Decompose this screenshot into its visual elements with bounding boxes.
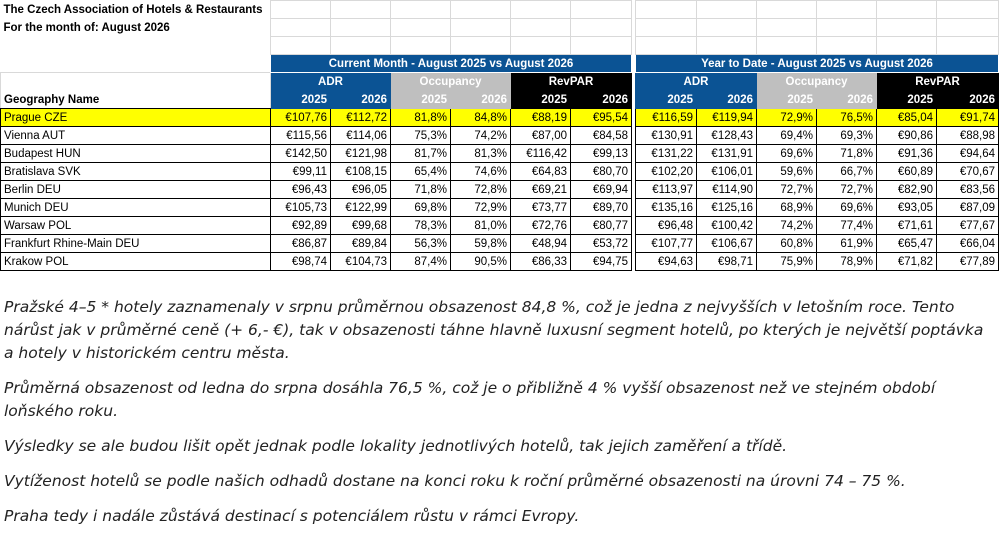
commentary-paragraph: Výsledky se ale budou lišit opět jednak podle lokality jednotlivých hotelů, tak jejich zaměření a třídě. — [4, 437, 788, 455]
ytd-adr-year-2025: 2025 — [636, 91, 697, 109]
current-month-value-cell: €96,43 — [271, 181, 331, 199]
current-month-value-cell: 78,3% — [391, 217, 451, 235]
table-body — [1, 109, 999, 271]
current-month-value-cell: €84,58 — [571, 127, 632, 145]
ytd-value-cell: €87,09 — [937, 199, 999, 217]
ytd-occ-year-2026: 2026 — [817, 91, 877, 109]
cm-revpar-year-2025: 2025 — [511, 91, 571, 109]
table-row — [1, 253, 999, 271]
geography-name-cell: Krakow POL — [1, 253, 271, 271]
ytd-value-cell: 60,8% — [757, 235, 817, 253]
ytd-value-cell: 69,6% — [757, 145, 817, 163]
ytd-value-cell: €119,94 — [697, 109, 757, 127]
ytd-value-cell: 72,7% — [817, 181, 877, 199]
ytd-value-cell: €106,67 — [697, 235, 757, 253]
current-month-value-cell: €69,94 — [571, 181, 632, 199]
current-month-value-cell: €86,87 — [271, 235, 331, 253]
current-month-value-cell: €72,76 — [511, 217, 571, 235]
ytd-value-cell: €93,05 — [877, 199, 937, 217]
commentary-paragraph: Pražské 4–5 * hotely zaznamenaly v srpnu průměrnou obsazenost 84,8 %, což je jedna z nejvyšších v letošním roce. Tento nárůst jak v průměrné ceně (+ 6,- €), tak v obsazenosti táhne hlavně luxusní segment hotelů, po kterých je největší poptávka a hotely v historickém centru města. — [4, 298, 984, 362]
cm-occupancy-header: Occupancy — [391, 73, 511, 91]
ytd-value-cell: 72,9% — [757, 109, 817, 127]
current-month-value-cell: 72,8% — [451, 181, 511, 199]
commentary — [4, 296, 994, 540]
ytd-value-cell: €91,74 — [937, 109, 999, 127]
current-month-value-cell: 75,3% — [391, 127, 451, 145]
ytd-adr-year-2026: 2026 — [697, 91, 757, 109]
cm-adr-year-2026: 2026 — [331, 91, 391, 109]
ytd-value-cell: €128,43 — [697, 127, 757, 145]
current-month-value-cell: €142,50 — [271, 145, 331, 163]
geography-name-cell: Vienna AUT — [1, 127, 271, 145]
ytd-value-cell: €114,90 — [697, 181, 757, 199]
table-row — [1, 127, 999, 145]
ytd-value-cell: €107,77 — [636, 235, 697, 253]
org-name: The Czech Association of Hotels & Restaurants — [3, 3, 263, 16]
current-month-value-cell: 74,6% — [451, 163, 511, 181]
current-month-value-cell: €115,56 — [271, 127, 331, 145]
ytd-value-cell: €102,20 — [636, 163, 697, 181]
current-month-value-cell: €64,83 — [511, 163, 571, 181]
current-month-value-cell: 81,0% — [451, 217, 511, 235]
current-month-value-cell: €87,00 — [511, 127, 571, 145]
ytd-value-cell: €131,91 — [697, 145, 757, 163]
current-month-value-cell: €105,73 — [271, 199, 331, 217]
geography-column-header: Geography Name — [1, 73, 271, 109]
geography-name-cell: Budapest HUN — [1, 145, 271, 163]
geography-name-cell: Bratislava SVK — [1, 163, 271, 181]
cm-adr-header: ADR — [271, 73, 391, 91]
current-month-value-cell: 90,5% — [451, 253, 511, 271]
current-month-value-cell: €80,77 — [571, 217, 632, 235]
ytd-value-cell: 66,7% — [817, 163, 877, 181]
current-month-value-cell: €99,13 — [571, 145, 632, 163]
current-month-value-cell: €96,05 — [331, 181, 391, 199]
cm-revpar-header: RevPAR — [511, 73, 632, 91]
ytd-value-cell: €113,97 — [636, 181, 697, 199]
ytd-value-cell: 72,7% — [757, 181, 817, 199]
current-month-value-cell: 71,8% — [391, 181, 451, 199]
ytd-header: Year to Date - August 2025 vs August 2026 — [636, 55, 999, 73]
current-month-value-cell: €98,74 — [271, 253, 331, 271]
table-row — [1, 199, 999, 217]
current-month-value-cell: €89,70 — [571, 199, 632, 217]
cm-adr-year-2025: 2025 — [271, 91, 331, 109]
current-month-value-cell: €69,21 — [511, 181, 571, 199]
current-month-value-cell: 69,8% — [391, 199, 451, 217]
ytd-adr-header: ADR — [636, 73, 757, 91]
geography-name-cell: Berlin DEU — [1, 181, 271, 199]
ytd-value-cell: €135,16 — [636, 199, 697, 217]
geography-name-cell: Warsaw POL — [1, 217, 271, 235]
current-month-value-cell: 74,2% — [451, 127, 511, 145]
ytd-value-cell: €60,89 — [877, 163, 937, 181]
ytd-value-cell: €94,63 — [636, 253, 697, 271]
ytd-value-cell: €77,67 — [937, 217, 999, 235]
ytd-value-cell: 59,6% — [757, 163, 817, 181]
current-month-value-cell: €92,89 — [271, 217, 331, 235]
current-month-value-cell: 87,4% — [391, 253, 451, 271]
current-month-header: Current Month - August 2025 vs August 2026 — [271, 55, 632, 73]
table-row — [1, 145, 999, 163]
ytd-value-cell: €125,16 — [697, 199, 757, 217]
ytd-value-cell: 69,6% — [817, 199, 877, 217]
ytd-value-cell: €94,64 — [937, 145, 999, 163]
geography-name-cell: Frankfurt Rhine-Main DEU — [1, 235, 271, 253]
current-month-value-cell: €95,54 — [571, 109, 632, 127]
ytd-value-cell: €65,47 — [877, 235, 937, 253]
ytd-value-cell: €91,36 — [877, 145, 937, 163]
ytd-value-cell: €88,98 — [937, 127, 999, 145]
current-month-value-cell: €48,94 — [511, 235, 571, 253]
ytd-value-cell: 78,9% — [817, 253, 877, 271]
current-month-value-cell: 56,3% — [391, 235, 451, 253]
table-row — [1, 163, 999, 181]
ytd-value-cell: 77,4% — [817, 217, 877, 235]
ytd-occupancy-header: Occupancy — [757, 73, 877, 91]
ytd-value-cell: €77,89 — [937, 253, 999, 271]
table-row — [1, 235, 999, 253]
ytd-value-cell: €100,42 — [697, 217, 757, 235]
current-month-value-cell: €94,75 — [571, 253, 632, 271]
ytd-value-cell: €82,90 — [877, 181, 937, 199]
current-month-value-cell: €107,76 — [271, 109, 331, 127]
ytd-value-cell: €71,61 — [877, 217, 937, 235]
ytd-value-cell: €66,04 — [937, 235, 999, 253]
current-month-value-cell: €108,15 — [331, 163, 391, 181]
current-month-value-cell: 81,8% — [391, 109, 451, 127]
hotel-statistics-table — [0, 0, 999, 271]
current-month-value-cell: 65,4% — [391, 163, 451, 181]
current-month-value-cell: €104,73 — [331, 253, 391, 271]
current-month-value-cell: 72,9% — [451, 199, 511, 217]
current-month-value-cell: €121,98 — [331, 145, 391, 163]
current-month-value-cell: 59,8% — [451, 235, 511, 253]
report-month: For the month of: August 2026 — [3, 21, 170, 34]
current-month-value-cell: 81,7% — [391, 145, 451, 163]
ytd-value-cell: 61,9% — [817, 235, 877, 253]
current-month-value-cell: €89,84 — [331, 235, 391, 253]
ytd-value-cell: 68,9% — [757, 199, 817, 217]
ytd-value-cell: €85,04 — [877, 109, 937, 127]
cm-occ-year-2025: 2025 — [391, 91, 451, 109]
ytd-value-cell: €90,86 — [877, 127, 937, 145]
ytd-value-cell: €131,22 — [636, 145, 697, 163]
table-row — [1, 217, 999, 235]
current-month-value-cell: €99,68 — [331, 217, 391, 235]
ytd-value-cell: 74,2% — [757, 217, 817, 235]
ytd-revpar-year-2025: 2025 — [877, 91, 937, 109]
commentary-paragraph: Průměrná obsazenost od ledna do srpna dosáhla 76,5 %, což je o přibližně 4 % vyšší obsazenost než ve stejném období loňského roku. — [4, 379, 936, 420]
ytd-revpar-year-2026: 2026 — [937, 91, 999, 109]
commentary-paragraph: Vytíženost hotelů se podle našich odhadů dostane na konci roku k roční průměrné obsazenosti na úrovni 74 – 75 %. — [4, 472, 906, 490]
current-month-value-cell: 84,8% — [451, 109, 511, 127]
ytd-value-cell: €130,91 — [636, 127, 697, 145]
current-month-value-cell: €73,77 — [511, 199, 571, 217]
current-month-value-cell: €80,70 — [571, 163, 632, 181]
geography-name-cell: Munich DEU — [1, 199, 271, 217]
current-month-value-cell: €88,19 — [511, 109, 571, 127]
ytd-revpar-header: RevPAR — [877, 73, 999, 91]
ytd-value-cell: €116,59 — [636, 109, 697, 127]
current-month-value-cell: 81,3% — [451, 145, 511, 163]
current-month-value-cell: €114,06 — [331, 127, 391, 145]
table-row — [1, 181, 999, 199]
ytd-value-cell: 69,3% — [817, 127, 877, 145]
ytd-value-cell: €98,71 — [697, 253, 757, 271]
ytd-value-cell: 76,5% — [817, 109, 877, 127]
ytd-occ-year-2025: 2025 — [757, 91, 817, 109]
current-month-value-cell: €122,99 — [331, 199, 391, 217]
ytd-value-cell: 69,4% — [757, 127, 817, 145]
current-month-value-cell: €53,72 — [571, 235, 632, 253]
geography-name-cell: Prague CZE — [1, 109, 271, 127]
current-month-value-cell: €99,11 — [271, 163, 331, 181]
ytd-value-cell: €106,01 — [697, 163, 757, 181]
ytd-value-cell: €70,67 — [937, 163, 999, 181]
commentary-paragraph: Praha tedy i nadále zůstává destinací s potenciálem růstu v rámci Evropy. — [4, 507, 580, 525]
current-month-value-cell: €86,33 — [511, 253, 571, 271]
ytd-value-cell: €71,82 — [877, 253, 937, 271]
table-row — [1, 109, 999, 127]
cm-revpar-year-2026: 2026 — [571, 91, 632, 109]
cm-occ-year-2026: 2026 — [451, 91, 511, 109]
current-month-value-cell: €116,42 — [511, 145, 571, 163]
ytd-value-cell: €96,48 — [636, 217, 697, 235]
ytd-value-cell: 75,9% — [757, 253, 817, 271]
ytd-value-cell: 71,8% — [817, 145, 877, 163]
ytd-value-cell: €83,56 — [937, 181, 999, 199]
current-month-value-cell: €112,72 — [331, 109, 391, 127]
